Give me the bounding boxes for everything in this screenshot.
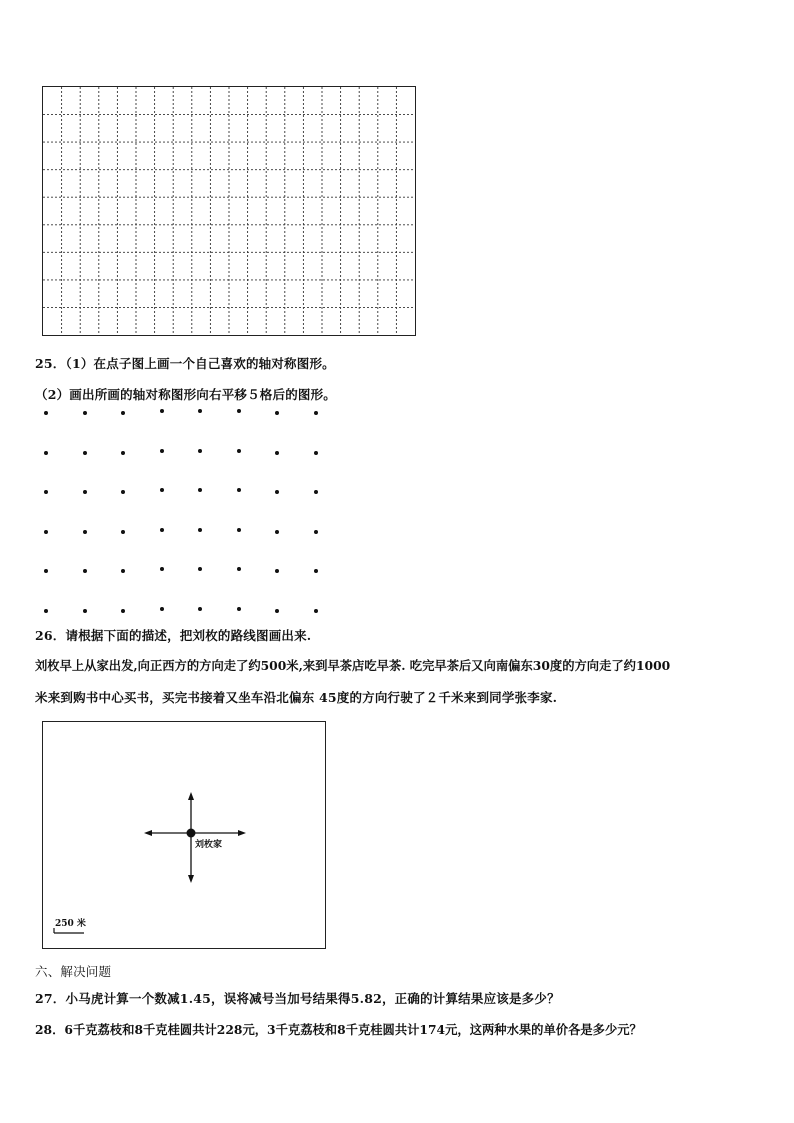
- section-6-title: 六、解决问题: [35, 964, 112, 979]
- grid-dot: [44, 490, 48, 494]
- grid-dot: [275, 530, 279, 534]
- grid-dot: [83, 569, 87, 573]
- grid-lines: [43, 87, 415, 335]
- grid-dot: [121, 451, 125, 455]
- grid-dot: [44, 609, 48, 613]
- grid-dot: [275, 609, 279, 613]
- grid-dot: [275, 451, 279, 455]
- grid-dot: [160, 488, 164, 492]
- grid-dot: [237, 449, 241, 453]
- grid-dot: [237, 607, 241, 611]
- grid-dot: [160, 528, 164, 532]
- compass-cross: [43, 722, 325, 948]
- grid-dot: [198, 528, 202, 532]
- grid-dot: [314, 530, 318, 534]
- west-arrow-icon: [144, 830, 152, 836]
- route-map: [42, 721, 326, 949]
- grid-dot: [44, 451, 48, 455]
- grid-dot: [83, 451, 87, 455]
- scale-label: 250 米: [55, 919, 86, 929]
- question-26-line2: 米来到购书中心买书，买完书接着又坐车沿北偏东 45度的方向行驶了２千米来到同学张李家.: [35, 690, 558, 705]
- grid-dot: [83, 609, 87, 613]
- grid-dot: [83, 411, 87, 415]
- grid-dot: [160, 607, 164, 611]
- grid-dot: [160, 449, 164, 453]
- grid-dot: [121, 490, 125, 494]
- grid-dot: [275, 490, 279, 494]
- grid-dot: [121, 609, 125, 613]
- east-arrow-icon: [238, 830, 246, 836]
- grid-dot: [314, 411, 318, 415]
- grid-dot: [237, 567, 241, 571]
- grid-dot: [160, 409, 164, 413]
- grid-dot: [198, 449, 202, 453]
- grid-dot: [275, 569, 279, 573]
- grid-dot: [198, 409, 202, 413]
- grid-dot: [160, 567, 164, 571]
- grid-dot: [314, 569, 318, 573]
- question-27: 27．小马虎计算一个数减1.45，误将减号当加号结果得5.82，正确的计算结果应该是多少？: [35, 991, 560, 1006]
- square-grid: [42, 86, 416, 336]
- question-25-part2: （2）画出所画的轴对称图形向右平移５格后的图形。: [35, 387, 336, 402]
- grid-dot: [198, 607, 202, 611]
- grid-dot: [198, 567, 202, 571]
- grid-dot: [44, 569, 48, 573]
- grid-dot: [121, 411, 125, 415]
- south-arrow-icon: [188, 875, 194, 883]
- north-arrow-icon: [188, 792, 194, 800]
- question-26-title: 26．请根据下面的描述，把刘枚的路线图画出来.: [35, 628, 312, 643]
- grid-dot: [121, 530, 125, 534]
- grid-dot: [314, 490, 318, 494]
- grid-dot: [83, 530, 87, 534]
- question-28: 28．6千克荔枝和8千克桂圆共计228元，3千克荔枝和8千克桂圆共计174元，这两种水果的单价各是多少元？: [35, 1022, 642, 1037]
- grid-dot: [198, 488, 202, 492]
- grid-dot: [275, 411, 279, 415]
- grid-dot: [121, 569, 125, 573]
- grid-dot: [237, 488, 241, 492]
- grid-dot: [237, 528, 241, 532]
- grid-dot: [83, 490, 87, 494]
- grid-dot: [314, 609, 318, 613]
- grid-dot: [237, 409, 241, 413]
- grid-dot: [44, 530, 48, 534]
- grid-dot: [314, 451, 318, 455]
- question-25-part1: 25．（1）在点子图上画一个自己喜欢的轴对称图形。: [35, 356, 335, 371]
- question-26-line1: 刘枚早上从家出发,向正西方的方向走了约500米,来到早茶店吃早茶. 吃完早茶后又向南偏东30度的方向走了约1000: [35, 658, 671, 673]
- grid-dot: [44, 411, 48, 415]
- home-label: 刘枚家: [195, 840, 223, 850]
